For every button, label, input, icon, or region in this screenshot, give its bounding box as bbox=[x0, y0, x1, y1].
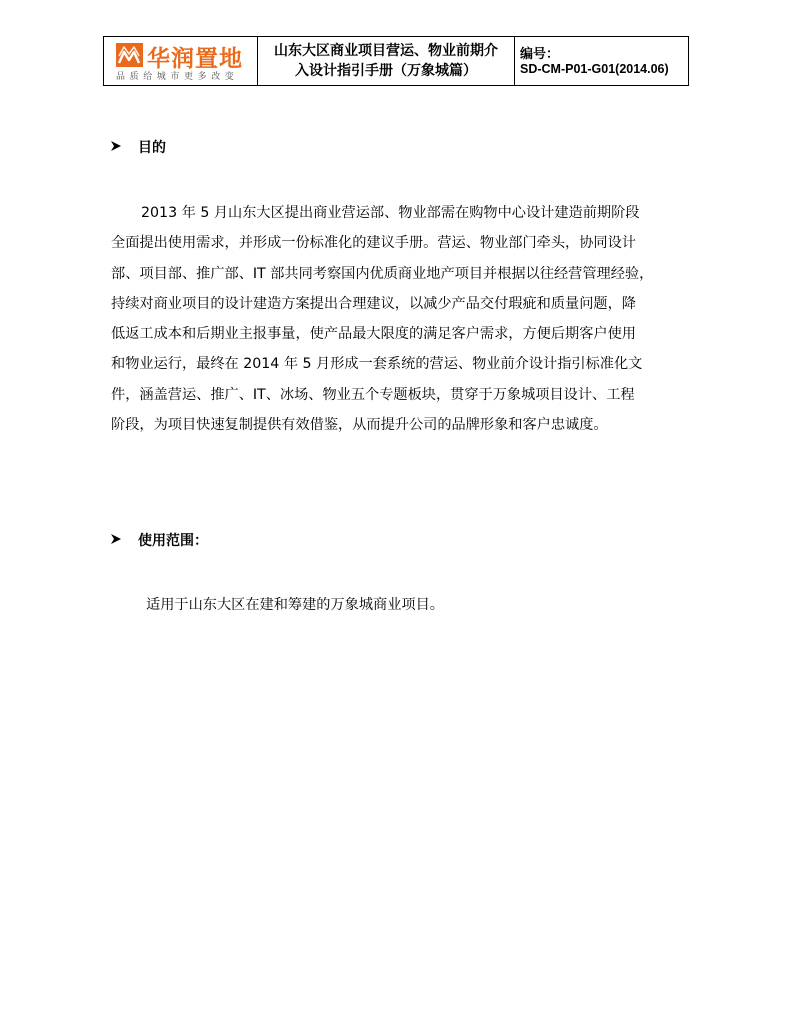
paragraph-line: 和物业运行，最终在 2014 年 5 月形成一套系统的营运、物业前介设计指引标准化文 bbox=[111, 356, 643, 373]
brand-slogan: 品质给城市更多改变 bbox=[116, 72, 239, 82]
purpose-paragraph bbox=[111, 198, 659, 440]
arrow-bullet-icon bbox=[110, 533, 126, 548]
brand-logo-icon bbox=[116, 43, 143, 67]
paragraph-line: 低返工成本和后期业主报事量，使产品最大限度的满足客户需求，方便后期客户使用 bbox=[111, 326, 636, 343]
document-header bbox=[103, 36, 689, 86]
paragraph-line: 阶段，为项目快速复制提供有效借鉴，从而提升公司的品牌形象和客户忠诚度。 bbox=[111, 417, 608, 434]
document-code-label: 编号： bbox=[520, 47, 560, 62]
paragraph-line: 件，涵盖营运、推广、IT、冰场、物业五个专题板块，贯穿于万象城项目设计、工程 bbox=[111, 386, 635, 403]
paragraph-line: 2013 年 5 月山东大区提出商业营运部、物业部需在购物中心设计建造前期阶段 bbox=[141, 205, 640, 221]
section-heading-label: 使用范围： bbox=[138, 533, 208, 549]
brand-name: 华润置地 bbox=[147, 46, 243, 72]
document-title-line-2: 入设计指引手册（万象城篇） bbox=[295, 63, 477, 79]
scope-paragraph: 适用于山东大区在建和筹建的万象城商业项目。 bbox=[146, 597, 444, 613]
document-code-value: SD-CM-P01-G01(2014.06) bbox=[520, 62, 669, 76]
document-title bbox=[258, 37, 515, 85]
section-heading-purpose bbox=[110, 137, 166, 157]
document-title-line-1: 山东大区商业项目营运、物业前期介 bbox=[274, 43, 498, 59]
section-heading-label: 目的 bbox=[138, 140, 166, 156]
logo-cell bbox=[104, 37, 258, 85]
paragraph-line: 全面提出使用需求，并形成一份标准化的建议手册。营运、物业部门牵头，协同设计 bbox=[111, 235, 636, 252]
arrow-bullet-icon bbox=[110, 140, 126, 155]
paragraph-line: 部、项目部、推广部、IT 部共同考察国内优质商业地产项目并根据以往经营管理经验， bbox=[111, 265, 654, 282]
paragraph-line: 持续对商业项目的设计建造方案提出合理建议，以减少产品交付瑕疵和质量问题，降 bbox=[111, 295, 636, 312]
section-heading-scope bbox=[110, 530, 208, 550]
document-code-cell bbox=[515, 37, 688, 85]
